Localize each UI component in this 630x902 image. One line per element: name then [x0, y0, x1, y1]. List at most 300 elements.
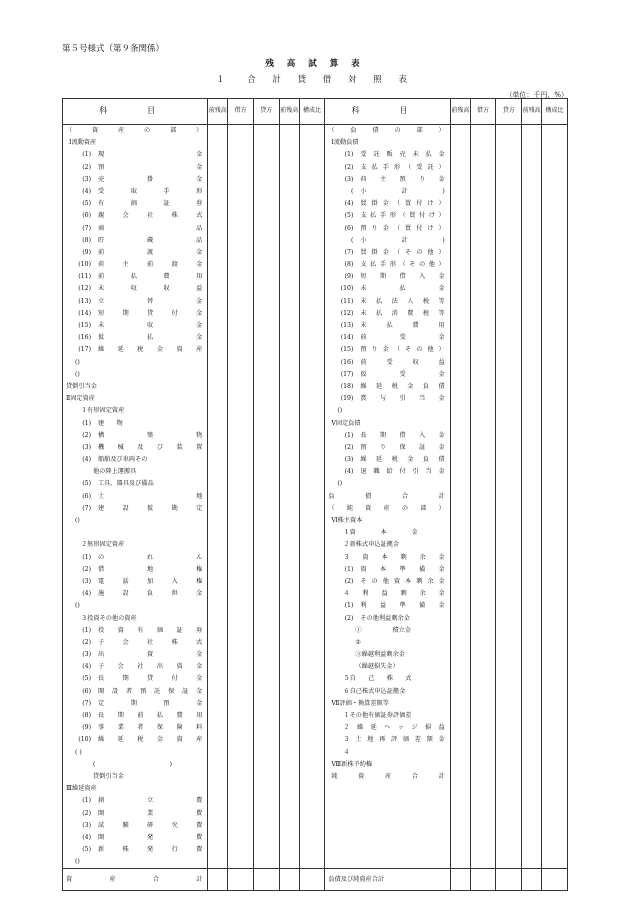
item-number: (3)	[82, 577, 91, 585]
account-line	[325, 271, 449, 283]
item-number: (2)	[82, 431, 91, 439]
item-number: (15)	[340, 346, 354, 354]
balance-table	[62, 98, 568, 891]
account-line	[63, 808, 207, 820]
account-name: Ⅰ流動資産	[69, 139, 97, 147]
account-name: （純資産の部）	[328, 504, 445, 512]
amount-cell	[522, 125, 542, 869]
account-line	[325, 734, 449, 746]
account-name: Ⅷ新株予約権	[331, 760, 373, 768]
account-line	[325, 308, 449, 320]
account-name: 支払手形（その他）	[360, 261, 445, 269]
account-line	[325, 515, 449, 527]
account-name: Ⅱ固定資産	[66, 395, 95, 403]
account-name: （ 資 産 の 部 ）	[66, 127, 203, 134]
account-line	[63, 271, 207, 283]
account-name: 預り金（その他）	[360, 346, 445, 354]
account-name: ()	[75, 602, 80, 610]
account-name: 受取手形	[98, 187, 203, 195]
account-line	[63, 527, 207, 539]
account-name: 利益準備金	[360, 602, 445, 610]
account-line	[63, 430, 207, 442]
account-line	[63, 832, 207, 844]
account-line	[63, 405, 207, 417]
account-name: （繰越損失金）	[355, 663, 399, 671]
account-line	[63, 686, 207, 698]
account-line	[63, 515, 207, 527]
account-line	[325, 430, 449, 442]
account-line	[325, 576, 449, 588]
account-name: 土地	[98, 492, 203, 500]
amount-cell	[450, 125, 470, 869]
account-name: ③繰越利益剰余金	[355, 651, 405, 659]
total-liabilities-equity-label: 負債及び純資産合計	[328, 876, 385, 884]
account-name: 純資産合計	[331, 772, 445, 780]
account-line	[325, 442, 449, 454]
account-name: その他利益剰余金	[360, 614, 410, 622]
account-name: 商品	[98, 224, 203, 232]
account-line	[325, 198, 449, 210]
account-name: 長期貸付金	[98, 675, 203, 683]
item-number: (2)	[82, 638, 91, 646]
item-number: (13)	[78, 297, 91, 305]
account-name: 工具、器具及び備品	[98, 480, 154, 488]
document-title: 残 高 試 算 表	[265, 59, 365, 69]
account-name: 機械及び装置	[98, 443, 203, 451]
liability-equity-account-list	[325, 125, 450, 869]
item-number: (1)	[82, 553, 91, 561]
item-number: (5)	[82, 846, 91, 854]
account-name: 買掛金（買付け）	[360, 200, 445, 208]
account-name: 事業者保険料	[98, 724, 203, 732]
total-assets-label: 資産合計	[66, 876, 203, 884]
item-number: (10)	[340, 285, 354, 293]
col-subject-right: 科 目	[325, 99, 450, 125]
item-number: (	[350, 187, 354, 195]
item-number: (6)	[82, 492, 91, 500]
amount-cell	[253, 125, 279, 869]
col-debit-left: 借方	[228, 99, 254, 125]
item-number: (3)	[344, 456, 354, 464]
account-line	[325, 210, 449, 222]
account-line	[63, 747, 207, 759]
account-line	[63, 235, 207, 247]
account-line	[325, 381, 449, 393]
amount-cell	[470, 125, 496, 869]
account-name: ②	[355, 638, 361, 646]
col-ratio-right: 構成比	[542, 99, 568, 125]
col-prev-balance-left: 前残高	[208, 99, 228, 125]
col-prev-balance-right: 前残高	[450, 99, 470, 125]
total-row	[63, 869, 568, 891]
col-credit-left: 貸方	[253, 99, 279, 125]
item-number: (	[350, 236, 354, 244]
account-name: 短期貸付金	[98, 309, 203, 317]
unit-note: （単位：千円、%）	[505, 91, 568, 99]
account-line	[63, 539, 207, 551]
account-line	[325, 588, 449, 600]
item-number: (12)	[340, 309, 354, 317]
account-name: 未収金	[98, 322, 203, 329]
col-curr-balance-right: 前残高	[522, 99, 542, 125]
item-number: (3)	[82, 821, 91, 829]
account-name: Ⅰ流動負債	[331, 139, 359, 147]
account-line	[63, 783, 207, 795]
item-number: (7)	[82, 699, 91, 707]
item-number: (7)	[82, 224, 91, 232]
account-name: Ⅲ繰延資産	[66, 785, 97, 793]
account-name: 現金	[98, 151, 203, 159]
amount-cell	[542, 869, 568, 891]
account-name: 預金	[98, 163, 203, 171]
account-name: 電話加入権	[98, 577, 203, 585]
account-name: 未収収益	[98, 285, 203, 293]
account-line	[63, 478, 207, 490]
account-line	[63, 332, 207, 344]
amount-cell	[450, 869, 470, 891]
account-name: 未払法人税等	[360, 297, 445, 305]
account-name: 負債合計	[328, 492, 445, 500]
account-name: 受託販売未払金	[360, 151, 445, 159]
account-name: 繰延税金資産	[98, 736, 203, 744]
account-name: ()	[75, 858, 80, 866]
account-name: 仮払金	[98, 334, 203, 342]
account-line	[63, 320, 207, 332]
account-name: 長期借入金	[360, 431, 445, 439]
account-line	[63, 466, 207, 478]
account-line	[63, 210, 207, 222]
account-name: 船舶及び車両その	[98, 456, 148, 464]
account-line	[63, 649, 207, 661]
account-line	[63, 125, 207, 137]
document-subtitle: １ 合 計 貸 借 対 照 表	[216, 75, 414, 85]
account-line	[63, 198, 207, 210]
account-name: ２新株式申込証拠金	[343, 541, 400, 549]
item-number: (1)	[82, 419, 91, 427]
account-line	[325, 527, 449, 539]
item-number: (19)	[340, 395, 354, 403]
account-line	[63, 673, 207, 685]
asset-account-list	[63, 125, 208, 869]
item-number: (3)	[344, 175, 354, 183]
account-name: ６自己株式申込証拠金	[343, 687, 406, 695]
account-name: Ⅵ株主資本	[331, 517, 363, 524]
account-line	[325, 320, 449, 332]
account-line	[63, 759, 207, 771]
account-name: 投資有価証券	[98, 626, 203, 634]
account-line	[325, 405, 449, 417]
amount-cell	[496, 869, 522, 891]
account-name: 開設者預託保証金	[98, 687, 203, 695]
item-number: (10)	[78, 736, 91, 744]
item-number: (4)	[82, 833, 91, 841]
body-row	[63, 125, 568, 869]
account-name: 支払手形（受託）	[360, 163, 445, 171]
account-line	[325, 503, 449, 515]
account-line	[63, 296, 207, 308]
account-name: 子会社出資金	[98, 663, 203, 671]
col-curr-balance-left: 前残高	[279, 99, 299, 125]
item-number: (6)	[82, 212, 91, 220]
account-name: 小 計 )	[360, 187, 445, 195]
col-ratio-left: 構成比	[299, 99, 325, 125]
account-name: 出資金	[98, 651, 203, 659]
account-name: １資 本 金	[343, 529, 418, 537]
account-line	[63, 344, 207, 356]
account-line	[325, 369, 449, 381]
account-name: 預り保証金	[360, 443, 445, 451]
amount-cell	[279, 869, 299, 891]
account-line	[325, 625, 449, 637]
account-line	[325, 344, 449, 356]
amount-cell	[253, 869, 279, 891]
account-name: 前受収益	[360, 358, 445, 366]
account-name: ()	[75, 517, 80, 524]
account-line	[63, 576, 207, 588]
account-name: 預り金（買付け）	[360, 224, 445, 232]
account-name: ()	[337, 407, 343, 415]
item-number: (8)	[82, 236, 91, 244]
account-line	[325, 649, 449, 661]
item-number: (1)	[344, 151, 354, 159]
account-name: ()	[75, 358, 80, 366]
account-line	[325, 162, 449, 174]
item-number: (16)	[78, 334, 91, 342]
item-number: (5)	[82, 480, 91, 488]
header-row	[63, 99, 568, 125]
account-name: 定期預金	[98, 699, 203, 707]
account-name: ① 積立金	[355, 626, 412, 634]
item-number: (3)	[82, 443, 91, 451]
account-line	[325, 478, 449, 490]
account-name: 有価証券	[98, 200, 203, 208]
item-number: (10)	[78, 261, 91, 269]
account-line	[63, 137, 207, 149]
account-line	[325, 247, 449, 259]
account-line	[63, 174, 207, 186]
account-name: 未払費用	[360, 322, 445, 329]
item-number: (4)	[82, 663, 91, 671]
account-line	[325, 759, 449, 771]
account-line	[325, 637, 449, 649]
item-number: (9)	[82, 724, 91, 732]
item-number: (3)	[82, 651, 91, 659]
account-line	[325, 296, 449, 308]
item-number: (14)	[78, 309, 91, 317]
account-name: 開業費	[98, 809, 203, 817]
col-debit-right: 借方	[470, 99, 496, 125]
item-number: (1)	[344, 565, 354, 573]
item-number: (2)	[344, 163, 354, 171]
amount-cell	[542, 125, 568, 869]
account-name: ５自 己 株 式	[343, 675, 412, 683]
item-number: (11)	[78, 273, 91, 281]
account-name: 荷主預り金	[360, 175, 445, 183]
item-number: (1)	[344, 602, 354, 610]
item-number: (4)	[344, 200, 354, 208]
account-line	[325, 332, 449, 344]
item-number: (11)	[340, 297, 354, 305]
account-name: 繰延税金資産	[98, 346, 203, 354]
account-line	[63, 393, 207, 405]
account-name: 荷主前渡金	[98, 261, 203, 269]
account-name: のれん	[98, 553, 203, 561]
account-line	[325, 125, 449, 137]
item-number: (1)	[344, 431, 354, 439]
account-name: 前渡金	[98, 248, 203, 256]
amount-cell	[279, 125, 299, 869]
account-name: 賞与引当金	[360, 395, 445, 403]
account-line	[63, 844, 207, 856]
account-line	[325, 600, 449, 612]
item-number: (2)	[82, 809, 91, 817]
account-name: 仮受金	[360, 370, 445, 378]
account-name: 前受金	[360, 334, 445, 342]
account-name: 他の陸上運搬具	[93, 468, 137, 476]
account-line	[63, 223, 207, 235]
account-line	[63, 283, 207, 295]
account-name: 前払費用	[98, 273, 203, 281]
item-number: (4)	[82, 456, 91, 464]
item-number: (8)	[82, 712, 91, 719]
account-line	[63, 442, 207, 454]
account-line	[325, 686, 449, 698]
account-name: 繰延税金負債	[360, 456, 445, 464]
account-line	[325, 283, 449, 295]
account-line	[325, 747, 449, 759]
account-name: 貸倒引当金	[93, 772, 124, 780]
item-number: (1)	[82, 151, 91, 159]
account-name: その他資本剰余金	[360, 577, 445, 585]
account-name: 借地権	[98, 565, 203, 573]
account-line	[325, 454, 449, 466]
account-line	[63, 259, 207, 271]
account-line	[63, 613, 207, 625]
item-number: (17)	[78, 346, 91, 354]
account-line	[63, 381, 207, 393]
account-name: 売掛金	[98, 175, 203, 183]
item-number: (9)	[82, 248, 91, 256]
item-number: (8)	[344, 261, 354, 269]
account-name: ４	[343, 748, 350, 756]
account-line	[325, 722, 449, 734]
account-name: ３資本剰余金	[343, 553, 445, 561]
account-name: 構築物	[98, 431, 203, 439]
account-name: 建 物	[98, 419, 123, 427]
account-name: ( )	[93, 760, 173, 768]
account-name: 繰延税金負債	[360, 382, 445, 390]
account-line	[63, 600, 207, 612]
amount-cell	[496, 125, 522, 869]
account-name: 創立費	[98, 797, 203, 805]
account-line	[63, 454, 207, 466]
item-number: (7)	[82, 504, 91, 512]
item-number: (5)	[344, 212, 354, 220]
item-number: (2)	[344, 443, 354, 451]
item-number: (6)	[82, 687, 91, 695]
form-number: 第５号様式（第９条関係）	[62, 44, 165, 54]
account-name: （ 負 債 の 部 ）	[328, 127, 445, 134]
amount-cell	[228, 125, 254, 869]
account-line	[63, 588, 207, 600]
account-name: ()	[75, 370, 80, 378]
account-name: 施設負担金	[98, 590, 203, 598]
account-line	[325, 137, 449, 149]
account-line	[325, 466, 449, 478]
item-number: (2)	[82, 565, 91, 573]
account-name: 新株発行費	[98, 846, 203, 854]
item-number: (2)	[344, 577, 354, 585]
account-name: ３土地再評価差額金	[343, 736, 445, 744]
item-number: (4)	[344, 468, 354, 476]
amount-cell	[299, 125, 325, 869]
account-line	[63, 710, 207, 722]
account-name: Ⅶ評価・換算差額等	[331, 699, 389, 707]
item-number: (2)	[82, 163, 91, 171]
account-line	[325, 149, 449, 161]
account-name	[66, 527, 207, 539]
account-name: ２繰延ヘッジ損益	[343, 724, 445, 732]
item-number: (14)	[340, 334, 354, 342]
account-name: ２無形固定資産	[81, 541, 125, 549]
item-number: (5)	[82, 200, 91, 208]
item-number: (2)	[344, 614, 354, 622]
item-number: (4)	[82, 187, 91, 195]
account-line	[325, 491, 449, 503]
account-line	[325, 771, 449, 783]
account-line	[325, 539, 449, 551]
account-line	[63, 722, 207, 734]
account-line	[63, 503, 207, 515]
account-line	[63, 564, 207, 576]
account-line	[325, 393, 449, 405]
account-name: 未払消費税等	[360, 309, 445, 317]
account-line	[63, 698, 207, 710]
account-name: １その他有価証券評価差	[343, 712, 412, 719]
account-line	[63, 308, 207, 320]
item-number: (18)	[340, 382, 354, 390]
account-line	[63, 795, 207, 807]
account-line	[325, 357, 449, 369]
account-line	[325, 259, 449, 271]
account-line	[63, 856, 207, 868]
item-number: (3)	[82, 175, 91, 183]
account-line	[63, 771, 207, 783]
amount-cell	[208, 125, 228, 869]
account-name: ( )	[75, 748, 82, 756]
account-name: 資本準備金	[360, 565, 445, 573]
item-number: (6)	[344, 224, 354, 232]
account-line	[325, 661, 449, 673]
item-number: (1)	[82, 797, 91, 805]
amount-cell	[299, 869, 325, 891]
total-assets-cell	[63, 869, 208, 891]
account-name: 子会社株式	[98, 638, 203, 646]
account-line	[325, 710, 449, 722]
account-line	[325, 174, 449, 186]
account-line	[63, 247, 207, 259]
account-name: 開発費	[98, 833, 203, 841]
account-name: １有形固定資産	[81, 407, 125, 415]
amount-cell	[470, 869, 496, 891]
account-name: 親会社株式	[98, 212, 203, 220]
account-line	[325, 223, 449, 235]
account-name: 小 計 )	[360, 236, 445, 244]
item-number: (16)	[340, 358, 354, 366]
account-name: 試験研究費	[98, 821, 203, 829]
account-name: ３投資その他の資産	[81, 614, 137, 622]
account-line	[325, 418, 449, 430]
